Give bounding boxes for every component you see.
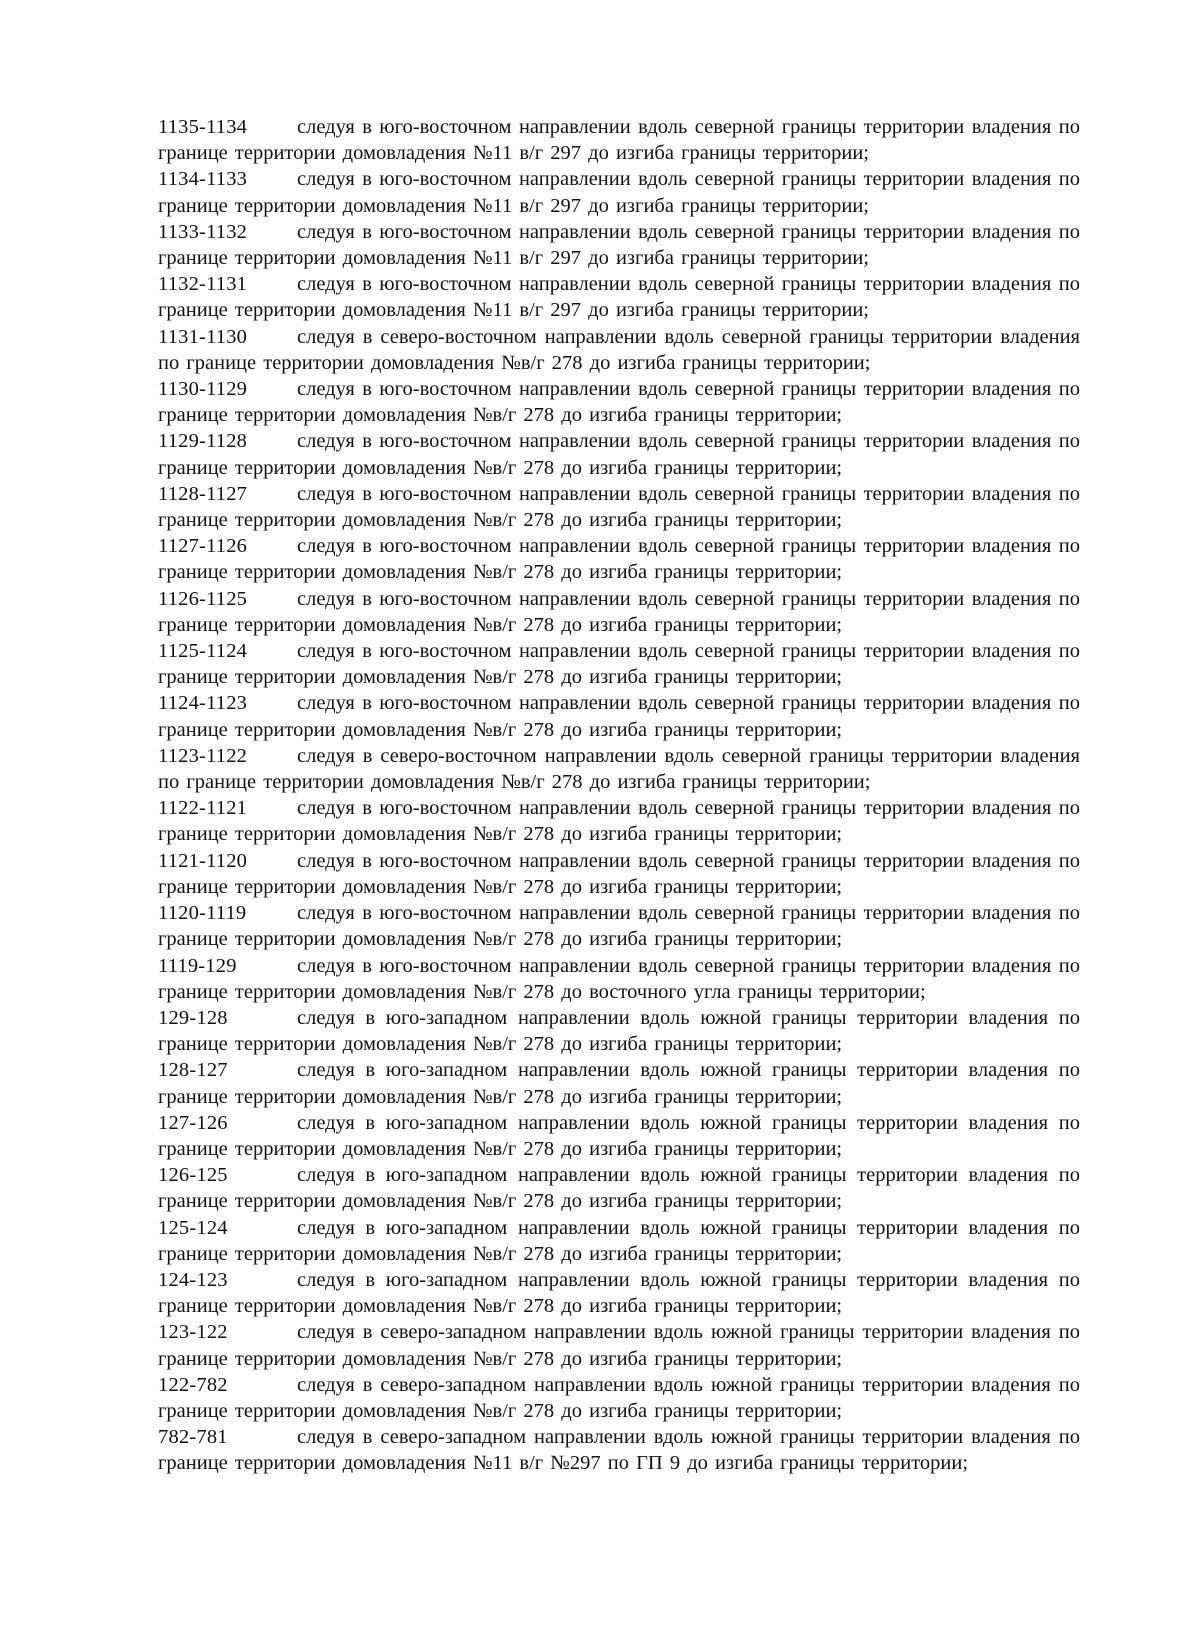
segment-description: следуя в юго-восточном направлении вдоль северной границы территории владения по границе территории домовладения №в/г 278 до изгиба границы территории; [158, 378, 1080, 427]
document-page [158, 114, 1080, 1477]
boundary-entry [158, 743, 1080, 795]
boundary-entry [158, 1319, 1080, 1371]
boundary-entry [158, 953, 1080, 1005]
boundary-entry [158, 1162, 1080, 1214]
segment-description: следуя в юго-восточном направлении вдоль северной границы территории владения по границе территории домовладения №в/г 278 до изгиба границы территории; [158, 587, 1080, 636]
segment-description: следуя в юго-восточном направлении вдоль северной границы территории владения по границе территории домовладения №11 в/г 297 до изгиба границы территории; [158, 168, 1080, 217]
boundary-entry [158, 1267, 1080, 1319]
segment-code: 126-125 [158, 1164, 228, 1187]
boundary-entry [158, 1424, 1080, 1476]
segment-description: следуя в юго-восточном направлении вдоль северной границы территории владения по границе территории домовладения №в/г 278 до изгиба границы территории; [158, 535, 1080, 584]
boundary-entry [158, 271, 1080, 323]
segment-code: 125-124 [158, 1216, 228, 1239]
segment-code: 1120-1119 [158, 902, 247, 925]
segment-code: 1130-1129 [158, 378, 248, 401]
boundary-entry [158, 1005, 1080, 1057]
segment-description: следуя в юго-западном направлении вдоль южной границы территории владения по границе территории домовладения №в/г 278 до изгиба границы территории; [158, 1111, 1080, 1160]
segment-description: следуя в юго-восточном направлении вдоль северной границы территории владения по границе территории домовладения №11 в/г 297 до изгиба границы территории; [158, 273, 1080, 322]
segment-description: следуя в юго-западном направлении вдоль южной границы территории владения по границе территории домовладения №в/г 278 до изгиба границы территории; [158, 1216, 1080, 1265]
segment-code: 1135-1134 [158, 116, 248, 138]
segment-description: следуя в юго-западном направлении вдоль южной границы территории владения по границе территории домовладения №в/г 278 до изгиба границы территории; [158, 1006, 1080, 1056]
boundary-entry [158, 1110, 1080, 1162]
segment-description: следуя в юго-западном направлении вдоль южной границы территории владения по границе территории домовладения №в/г 278 до изгиба границы территории; [158, 1059, 1080, 1108]
segment-description: следуя в северо-восточном направлении вдоль северной границы территории владения по границе территории домовладения №в/г 278 до изгиба границы территории; [158, 744, 1080, 794]
boundary-entry [158, 166, 1080, 218]
segment-code: 1134-1133 [158, 168, 248, 191]
segment-code: 782-781 [158, 1426, 228, 1449]
boundary-entry [158, 1215, 1080, 1267]
boundary-entry [158, 1372, 1080, 1424]
boundary-entry [158, 114, 1080, 166]
segment-description: следуя в юго-восточном направлении вдоль северной границы территории владения по границе территории домовладения №в/г 278 до изгиба границы территории; [158, 482, 1080, 532]
segment-description: следуя в северо-западном направлении вдоль южной границы территории владения по границе территории домовладения №11 в/г №297 по ГП 9 до изгиба границы территории; [158, 1426, 1080, 1475]
segment-code: 122-782 [158, 1373, 228, 1396]
segment-description: следуя в юго-западном направлении вдоль южной границы территории владения по границе территории домовладения №в/г 278 до изгиба границы территории; [158, 1164, 1080, 1213]
segment-code: 129-128 [158, 1006, 228, 1029]
segment-description: следуя в юго-восточном направлении вдоль северной границы территории владения по границе территории домовладения №в/г 278 до изгиба границы территории; [158, 640, 1080, 689]
segment-description: следуя в северо-западном направлении вдоль южной границы территории владения по границе территории домовладения №в/г 278 до изгиба границы территории; [158, 1321, 1080, 1370]
segment-code: 1131-1130 [158, 325, 248, 348]
boundary-entry [158, 219, 1080, 271]
segment-code: 1122-1121 [158, 797, 248, 820]
boundary-entry [158, 638, 1080, 690]
segment-description: следуя в юго-западном направлении вдоль южной границы территории владения по границе территории домовладения №в/г 278 до изгиба границы территории; [158, 1268, 1080, 1318]
segment-description: следуя в юго-восточном направлении вдоль северной границы территории владения по границе территории домовладения №в/г 278 до изгиба границы территории; [158, 797, 1080, 846]
boundary-entry [158, 848, 1080, 900]
segment-description: следуя в юго-восточном направлении вдоль северной границы территории владения по границе территории домовладения №11 в/г 297 до изгиба границы территории; [158, 116, 1080, 165]
boundary-entry [158, 795, 1080, 847]
segment-description: следуя в юго-восточном направлении вдоль северной границы территории владения по границе территории домовладения №в/г 278 до изгиба границы территории; [158, 902, 1080, 951]
segment-code: 127-126 [158, 1111, 228, 1134]
boundary-entry [158, 376, 1080, 428]
segment-code: 1126-1125 [158, 587, 248, 610]
segment-code: 1129-1128 [158, 430, 248, 453]
boundary-entry [158, 533, 1080, 585]
segment-code: 1128-1127 [158, 482, 248, 505]
segment-description: следуя в юго-восточном направлении вдоль северной границы территории владения по границе территории домовладения №в/г 278 до изгиба границы территории; [158, 849, 1080, 898]
boundary-entry [158, 690, 1080, 742]
segment-description: следуя в юго-восточном направлении вдоль северной границы территории владения по границе территории домовладения №11 в/г 297 до изгиба границы территории; [158, 220, 1080, 270]
segment-code: 1121-1120 [158, 849, 248, 872]
segment-code: 124-123 [158, 1268, 228, 1291]
segment-description: следуя в юго-восточном направлении вдоль северной границы территории владения по границе территории домовладения №в/г 278 до восточного угла границы территории; [158, 954, 1080, 1003]
segment-description: следуя в северо-западном направлении вдоль южной границы территории владения по границе территории домовладения №в/г 278 до изгиба границы территории; [158, 1373, 1080, 1422]
segment-code: 1127-1126 [158, 535, 248, 558]
segment-code: 1133-1132 [158, 220, 248, 243]
boundary-entry [158, 900, 1080, 952]
segment-code: 128-127 [158, 1059, 228, 1082]
segment-code: 123-122 [158, 1321, 228, 1344]
segment-code: 1125-1124 [158, 640, 248, 663]
boundary-entry [158, 1057, 1080, 1109]
boundary-entry [158, 324, 1080, 376]
boundary-entry [158, 428, 1080, 480]
segment-code: 1123-1122 [158, 744, 248, 767]
segment-code: 1132-1131 [158, 273, 248, 296]
segment-description: следуя в юго-восточном направлении вдоль северной границы территории владения по границе территории домовладения №в/г 278 до изгиба границы территории; [158, 430, 1080, 479]
segment-code: 1119-129 [158, 954, 237, 977]
segment-description: следуя в северо-восточном направлении вдоль северной границы территории владения по границе территории домовладения №в/г 278 до изгиба границы территории; [158, 325, 1080, 374]
boundary-entry [158, 586, 1080, 638]
segment-code: 1124-1123 [158, 692, 248, 715]
segment-description: следуя в юго-восточном направлении вдоль северной границы территории владения по границе территории домовладения №в/г 278 до изгиба границы территории; [158, 692, 1080, 741]
boundary-entry [158, 481, 1080, 533]
